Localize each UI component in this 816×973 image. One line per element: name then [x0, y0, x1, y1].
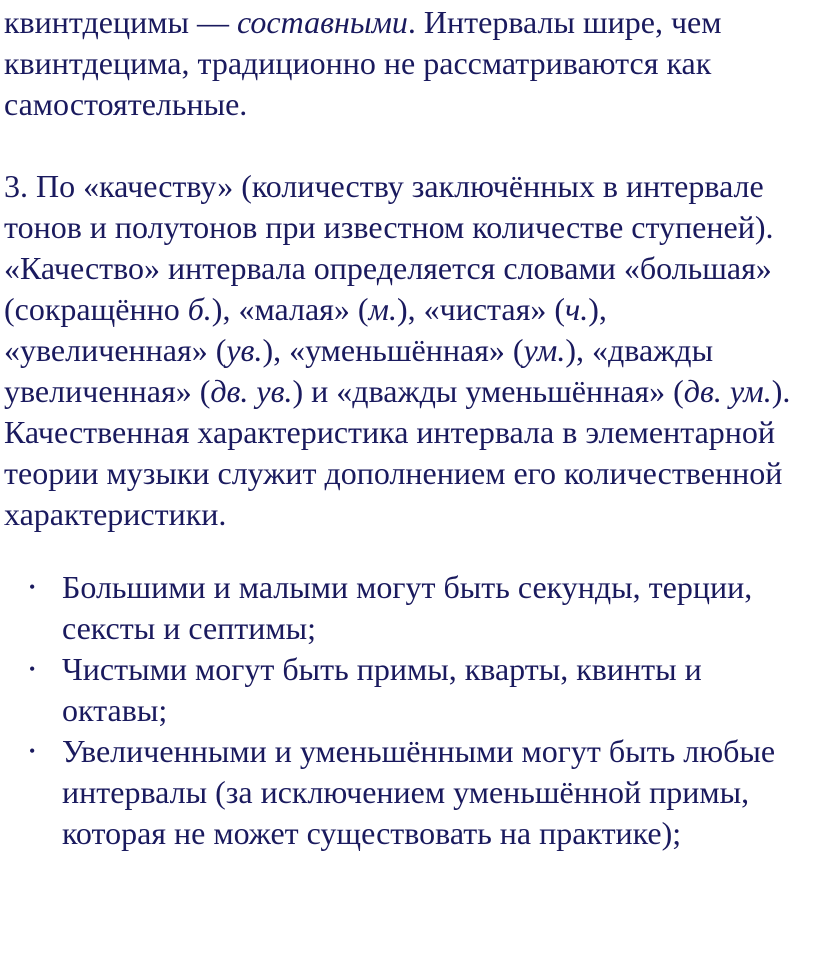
bullet-list: [4, 567, 814, 854]
text-run: 3. По «качеству» (количеству заключённых в интервале тонов и полутонов при известном количестве ступеней). «Качество» интервала определяется словами «большая» (сокращённо: [4, 168, 774, 327]
text-run: . Интервалы шире, чем квинтдецима, традиционно не рассматриваются как самостоятельные.: [4, 4, 722, 122]
bullet-icon: •: [29, 577, 36, 597]
text-run: ) и «дважды уменьшённая» (: [292, 373, 684, 409]
text-run: ), «дважды увеличенная» (: [4, 332, 714, 409]
paragraph-quality: [4, 166, 814, 535]
italic-abbrev: дв. ув.: [210, 373, 293, 409]
text-run: ), «чистая» (: [396, 291, 565, 327]
text-run: ). Качественная характеристика интервала в элементарной теории музыки служит дополнением его количественной характеристики.: [4, 373, 791, 532]
italic-abbrev: ум.: [523, 332, 566, 368]
list-item-text: Увеличенными и уменьшёнными могут быть любые интервалы (за исключением уменьшённой примы, которая не может существовать на практике);: [62, 733, 776, 851]
list-item: [4, 567, 814, 649]
paragraph-intervals-range: [4, 2, 814, 125]
italic-abbrev: ч.: [564, 291, 589, 327]
text-run: ), «уменьшённая» (: [262, 332, 524, 368]
text-run: квинтдецимы —: [4, 4, 237, 40]
list-item-text: Чистыми могут быть примы, кварты, квинты и октавы;: [62, 651, 702, 728]
list-item: [4, 731, 814, 854]
bullet-icon: •: [29, 741, 36, 761]
list-item-text: Большими и малыми могут быть секунды, терции, сексты и септимы;: [62, 569, 753, 646]
text-run: ), «увеличенная» (: [4, 291, 607, 368]
italic-abbrev: дв. ум.: [683, 373, 772, 409]
text-run: ), «малая» (: [211, 291, 369, 327]
italic-abbrev: б.: [187, 291, 212, 327]
italic-term: составными: [236, 4, 408, 40]
list-item: [4, 649, 814, 731]
italic-abbrev: ув.: [226, 332, 263, 368]
document-page: [4, 2, 814, 854]
bullet-icon: •: [29, 659, 36, 679]
italic-abbrev: м.: [368, 291, 397, 327]
